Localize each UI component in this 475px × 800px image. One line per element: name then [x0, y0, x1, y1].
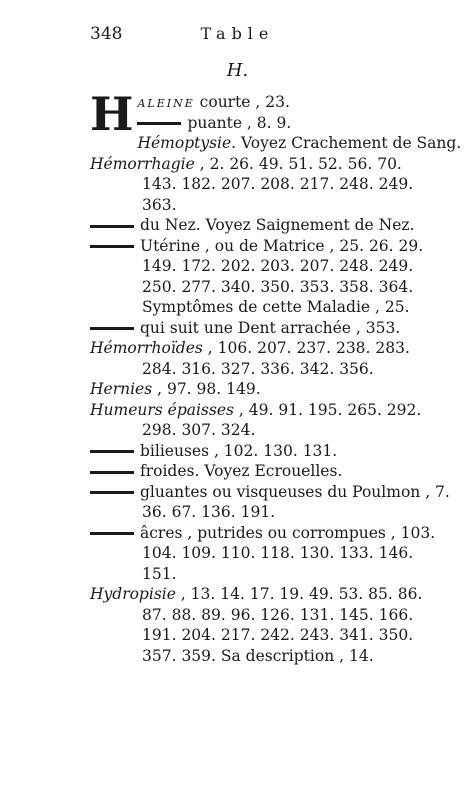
- index-line: [90, 605, 450, 626]
- index-line: [90, 625, 450, 646]
- index-line: [90, 195, 450, 216]
- entry-text: 36. 67. 136. 191.: [142, 503, 276, 521]
- entry-text: 298. 307. 324.: [142, 421, 256, 439]
- index-line: [90, 338, 450, 359]
- index-line: [90, 461, 450, 482]
- entry-text: qui suit une Dent arrachée , 353.: [140, 318, 401, 337]
- entry-head: aleine: [137, 93, 195, 111]
- entry-text: , 13. 14. 17. 19. 49. 53. 85. 86.: [175, 585, 423, 603]
- index-line: [90, 133, 462, 154]
- ditto-dash: [90, 327, 134, 330]
- entry-head: Hernies: [90, 380, 153, 398]
- entry-text: 363.: [142, 195, 177, 214]
- index-line: [90, 318, 450, 339]
- index-line: [90, 236, 450, 257]
- index-line: [90, 420, 450, 441]
- entry-text: Voyez Crachement de Sang.: [236, 134, 462, 152]
- entry-text: bilieuses , 102. 130. 131.: [140, 441, 338, 460]
- index-line: [90, 113, 450, 134]
- entry-text: 143. 182. 207. 208. 217. 248. 249.: [142, 175, 414, 193]
- page-number: 348: [90, 24, 123, 44]
- ditto-dash: [137, 122, 181, 125]
- entry-text: froides. Voyez Ecrouelles.: [140, 462, 343, 480]
- running-title: Table: [200, 24, 275, 43]
- entry-head: Humeurs épaisses: [90, 400, 234, 419]
- entry-text: courte , 23.: [194, 93, 290, 111]
- entry-head: Hémorrhagie: [90, 154, 195, 173]
- entry-text: 87. 88. 89. 96. 126. 131. 145. 166.: [142, 605, 414, 624]
- entry-text: gluantes ou visqueuses du Poulmon , 7.: [140, 482, 450, 501]
- index-line: [90, 297, 450, 318]
- entry-text: 284. 316. 327. 336. 342. 356.: [142, 359, 374, 378]
- index-line: [90, 482, 450, 503]
- index-line: [90, 359, 450, 380]
- index-line: [90, 154, 450, 175]
- entry-text: 250. 277. 340. 350. 353. 358. 364.: [142, 277, 414, 296]
- index-line: [90, 523, 450, 544]
- entry-text: 357. 359. Sa description , 14.: [142, 646, 374, 665]
- index-line: [90, 441, 450, 462]
- entry-text: , 106. 207. 237. 238. 283.: [202, 339, 410, 357]
- ditto-dash: [90, 471, 134, 474]
- entry-text: , 2. 26. 49. 51. 52. 56. 70.: [194, 154, 402, 173]
- section-letter: H.: [226, 60, 249, 81]
- drop-capital: H: [90, 87, 134, 141]
- index-line: [90, 584, 450, 605]
- entry-text: puante , 8. 9.: [187, 113, 292, 132]
- index-line: [90, 502, 450, 523]
- entry-head: Hémorrhoïdes: [90, 339, 203, 357]
- entry-head: Hydropisie: [90, 585, 176, 603]
- entry-text: 151.: [142, 564, 177, 583]
- ditto-dash: [90, 245, 134, 248]
- index-line: [90, 215, 450, 236]
- ditto-dash: [90, 532, 134, 535]
- index-entries: [90, 87, 462, 666]
- entry-text: âcres , putrides ou corrompues , 103.: [140, 523, 436, 542]
- entry-text: 191. 204. 217. 242. 243. 341. 350.: [142, 626, 414, 644]
- entry-head: Hémoptysie.: [137, 134, 237, 152]
- index-line: [90, 277, 450, 298]
- entry-text: , 97. 98. 149.: [152, 380, 261, 398]
- ditto-dash: [90, 450, 134, 453]
- entry-text: 149. 172. 202. 203. 207. 248. 249.: [142, 257, 414, 275]
- entry-text: 104. 109. 110. 118. 130. 133. 146.: [142, 544, 414, 562]
- index-line: [90, 400, 450, 421]
- index-line: [90, 256, 450, 277]
- entry-text: Symptômes de cette Maladie , 25.: [142, 298, 410, 316]
- entry-text: , 49. 91. 195. 265. 292.: [233, 400, 422, 419]
- ditto-dash: [90, 225, 134, 228]
- entry-text: Utérine , ou de Matrice , 25. 26. 29.: [140, 236, 424, 255]
- index-line: [90, 174, 450, 195]
- index-line: [90, 543, 450, 564]
- index-line: [90, 646, 450, 667]
- entry-text: du Nez. Voyez Saignement de Nez.: [140, 216, 415, 234]
- index-line: [90, 379, 450, 400]
- ditto-dash: [90, 491, 134, 494]
- index-line: [90, 564, 450, 585]
